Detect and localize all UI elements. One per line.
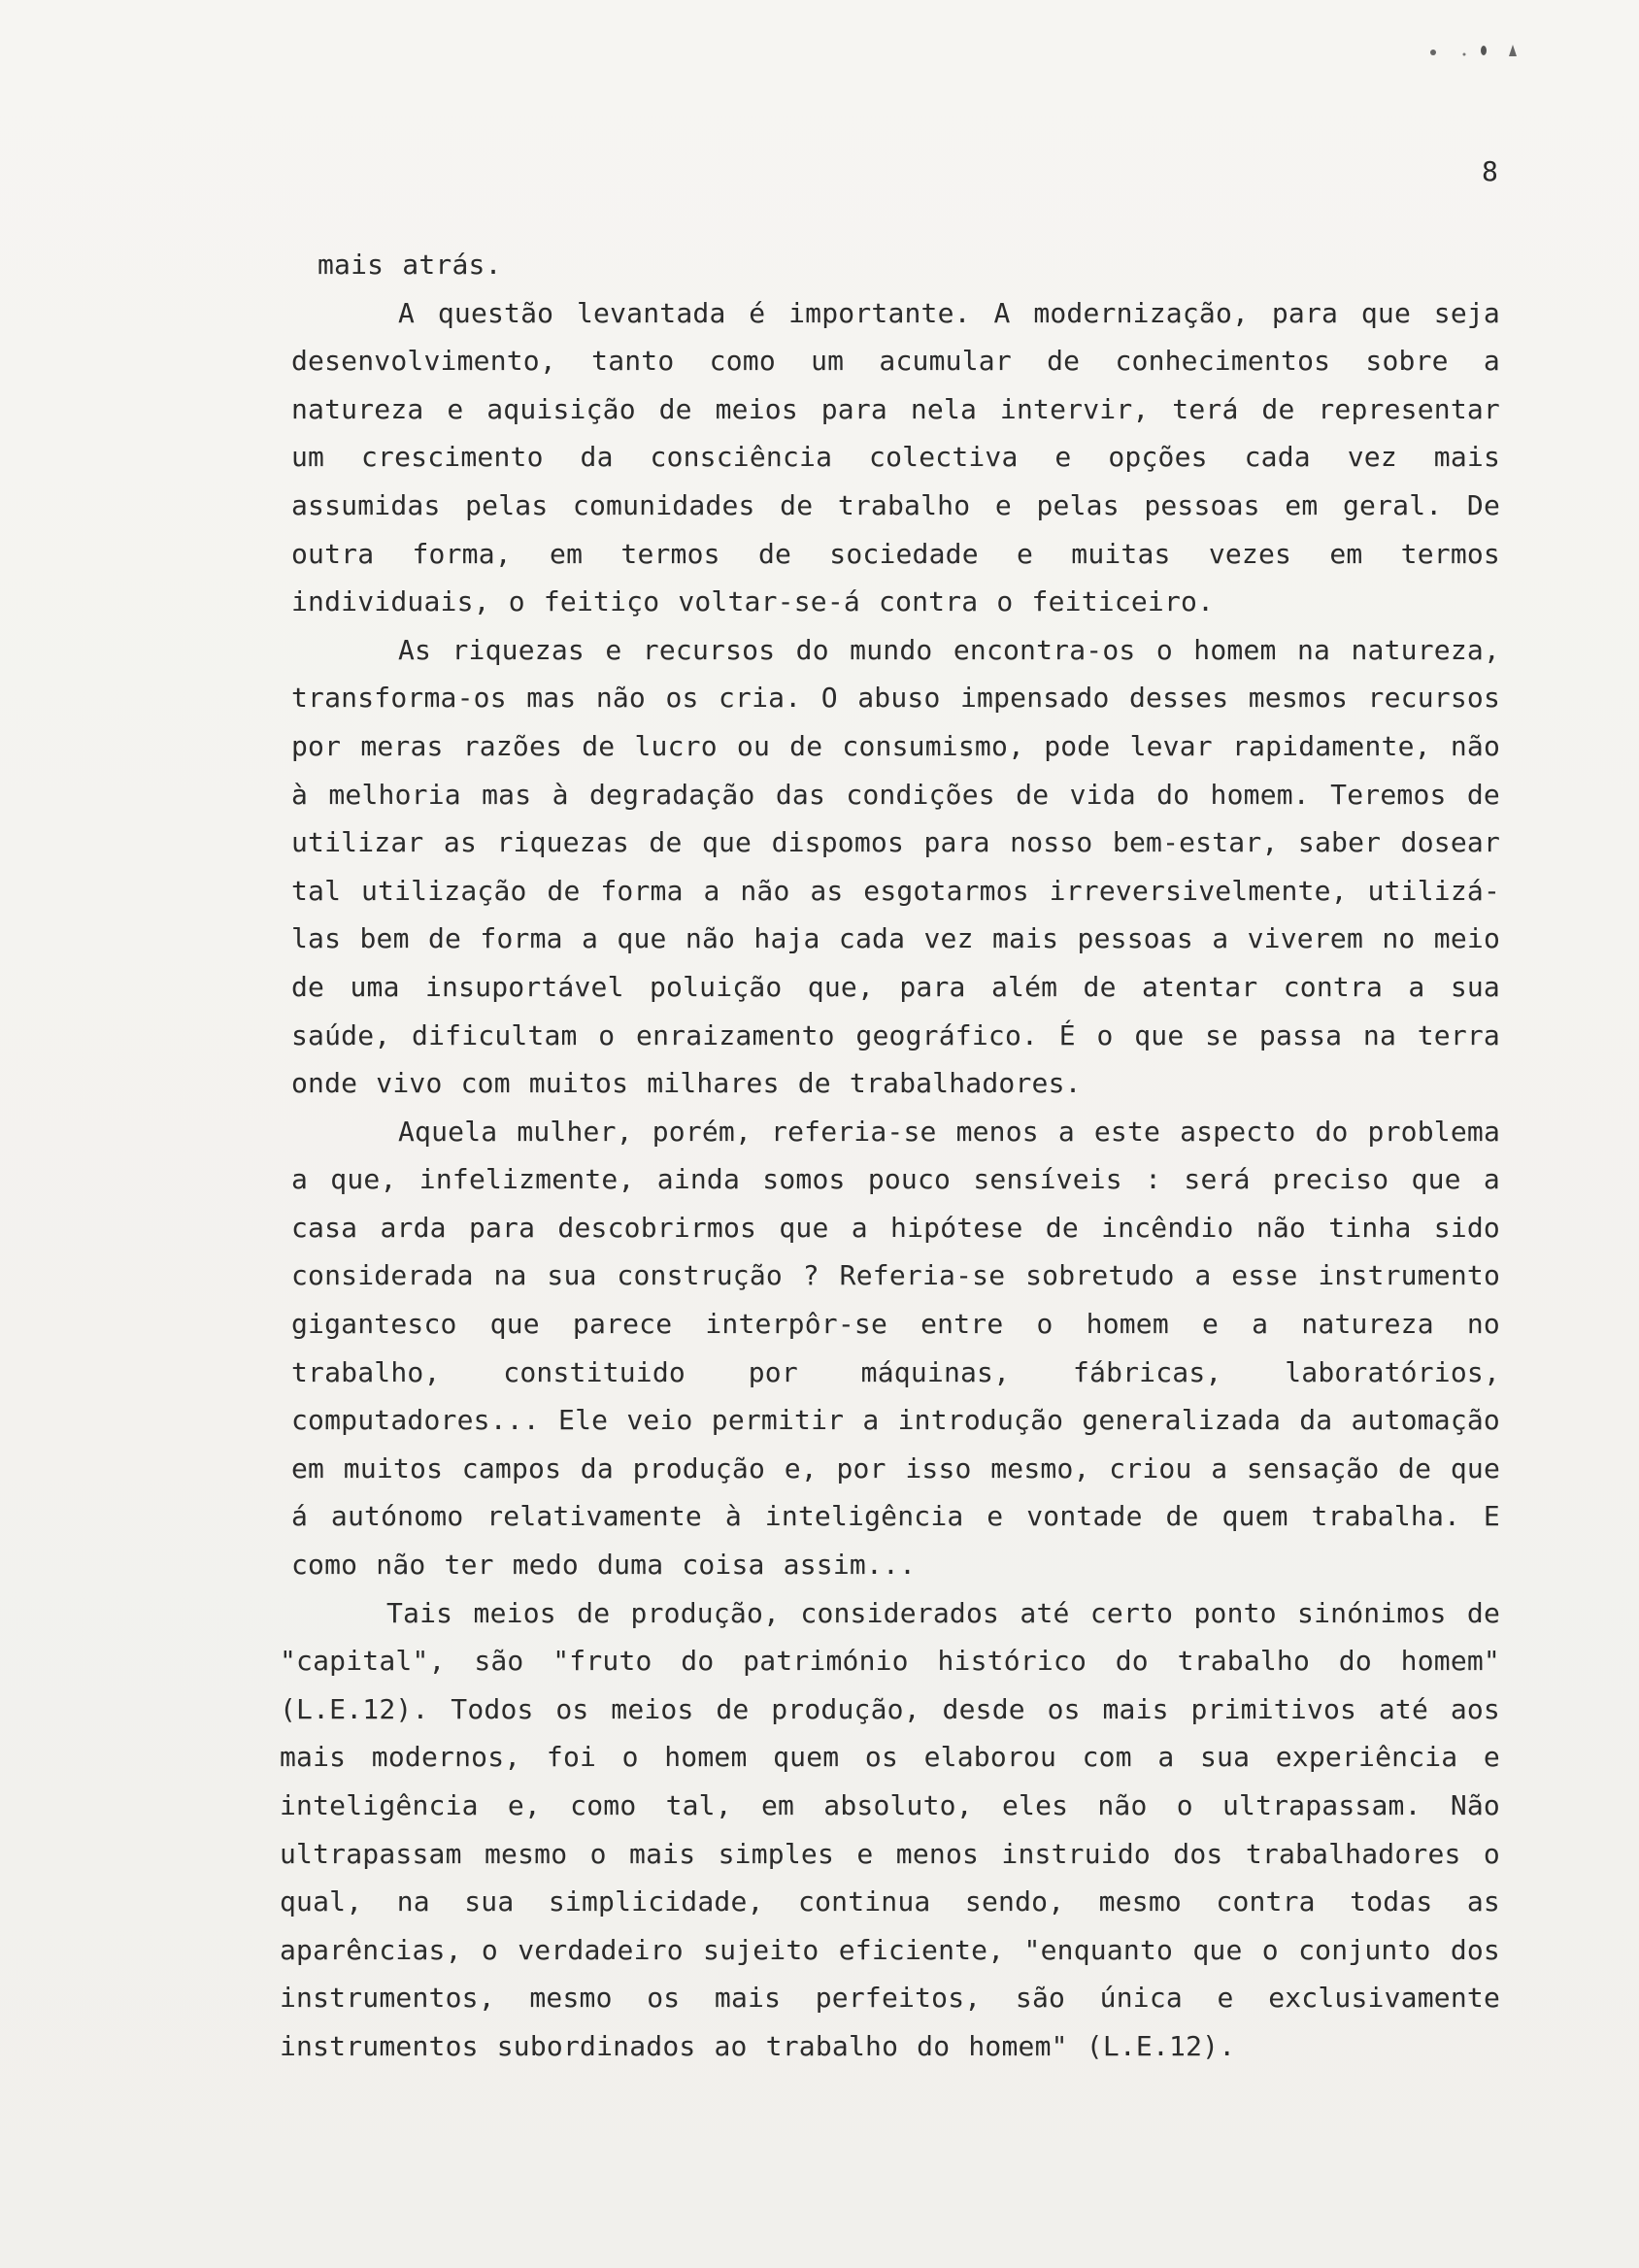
page-number: 8 — [1482, 155, 1498, 187]
ink-specks — [1425, 37, 1542, 66]
paragraph-4: Aquela mulher, porém, referia-se menos a este aspecto do problema a que, infelizmente, ainda somos pouco sensíveis : será preciso que a casa arda para descobrirmos que a hipótese de incêndio não tinha sido considerada na sua construção ? Referia-se sobretudo a esse instrumento gigantesco que parece interpôr-se entre o homem e a natureza no trabalho, constituido por máquinas, fábricas, laboratórios, computadores... Ele veio permitir a introdução generalizada da automação em muitos campos da produção e, por isso mesmo, criou a sensação de que á autónomo relativamente à inteligência e vontade de quem trabalha. E como não ter medo duma coisa assim... — [291, 1115, 1500, 1582]
paragraph-1: mais atrás. — [318, 249, 502, 281]
paragraph-2: A questão levantada é importante. A modernização, para que seja desenvolvimento, tanto como um acumular de conhecimentos sobre a natureza e aquisição de meios para nela intervir, terá de representar um crescimento da consciência colectiva e opções cada vez mais assumidas pelas comunidades de trabalho e pelas pessoas em geral. De outra forma, em termos de sociedade e muitas vezes em termos individuais, o feitiço voltar-se-á contra o feiticeiro. — [291, 296, 1500, 618]
body-text — [280, 241, 1500, 2071]
paragraph-5: Tais meios de produção, considerados até certo ponto sinónimos de "capital", são "fruto do património histórico do trabalho do homem" (L.E.12). Todos os meios de produção, desde os mais primitivos até aos mais modernos, foi o homem quem os elaborou com a sua experiência e inteligência e, como tal, em absoluto, eles não o ultrapassam. Não ultrapassam mesmo o mais simples e menos instruido dos trabalhadores o qual, na sua simplicidade, continua sendo, mesmo contra todas as aparências, o verdadeiro sujeito eficiente, "enquanto que o conjunto dos instrumentos, mesmo os mais perfeitos, são única e exclusivamente instrumentos subordinados ao trabalho do homem" (L.E.12). — [280, 1596, 1500, 2062]
paragraph-3: As riquezas e recursos do mundo encontra-os o homem na natureza, transforma-os mas não os cria. O abuso impensado desses mesmos recursos por meras razões de lucro ou de consumismo, pode levar rapidamente, não à melhoria mas à degradação das condições de vida do homem. Teremos de utilizar as riquezas de que dispomos para nosso bem-estar, saber dosear tal utilização de forma a não as esgotarmos irreversivelmente, utilizá-las bem de forma a que não haja cada vez mais pessoas a viverem no meio de uma insuportável poluição que, para além de atentar contra a sua saúde, dificultam o enraizamento geográfico. É o que se passa na terra onde vivo com muitos milhares de trabalhadores. — [291, 633, 1500, 1100]
